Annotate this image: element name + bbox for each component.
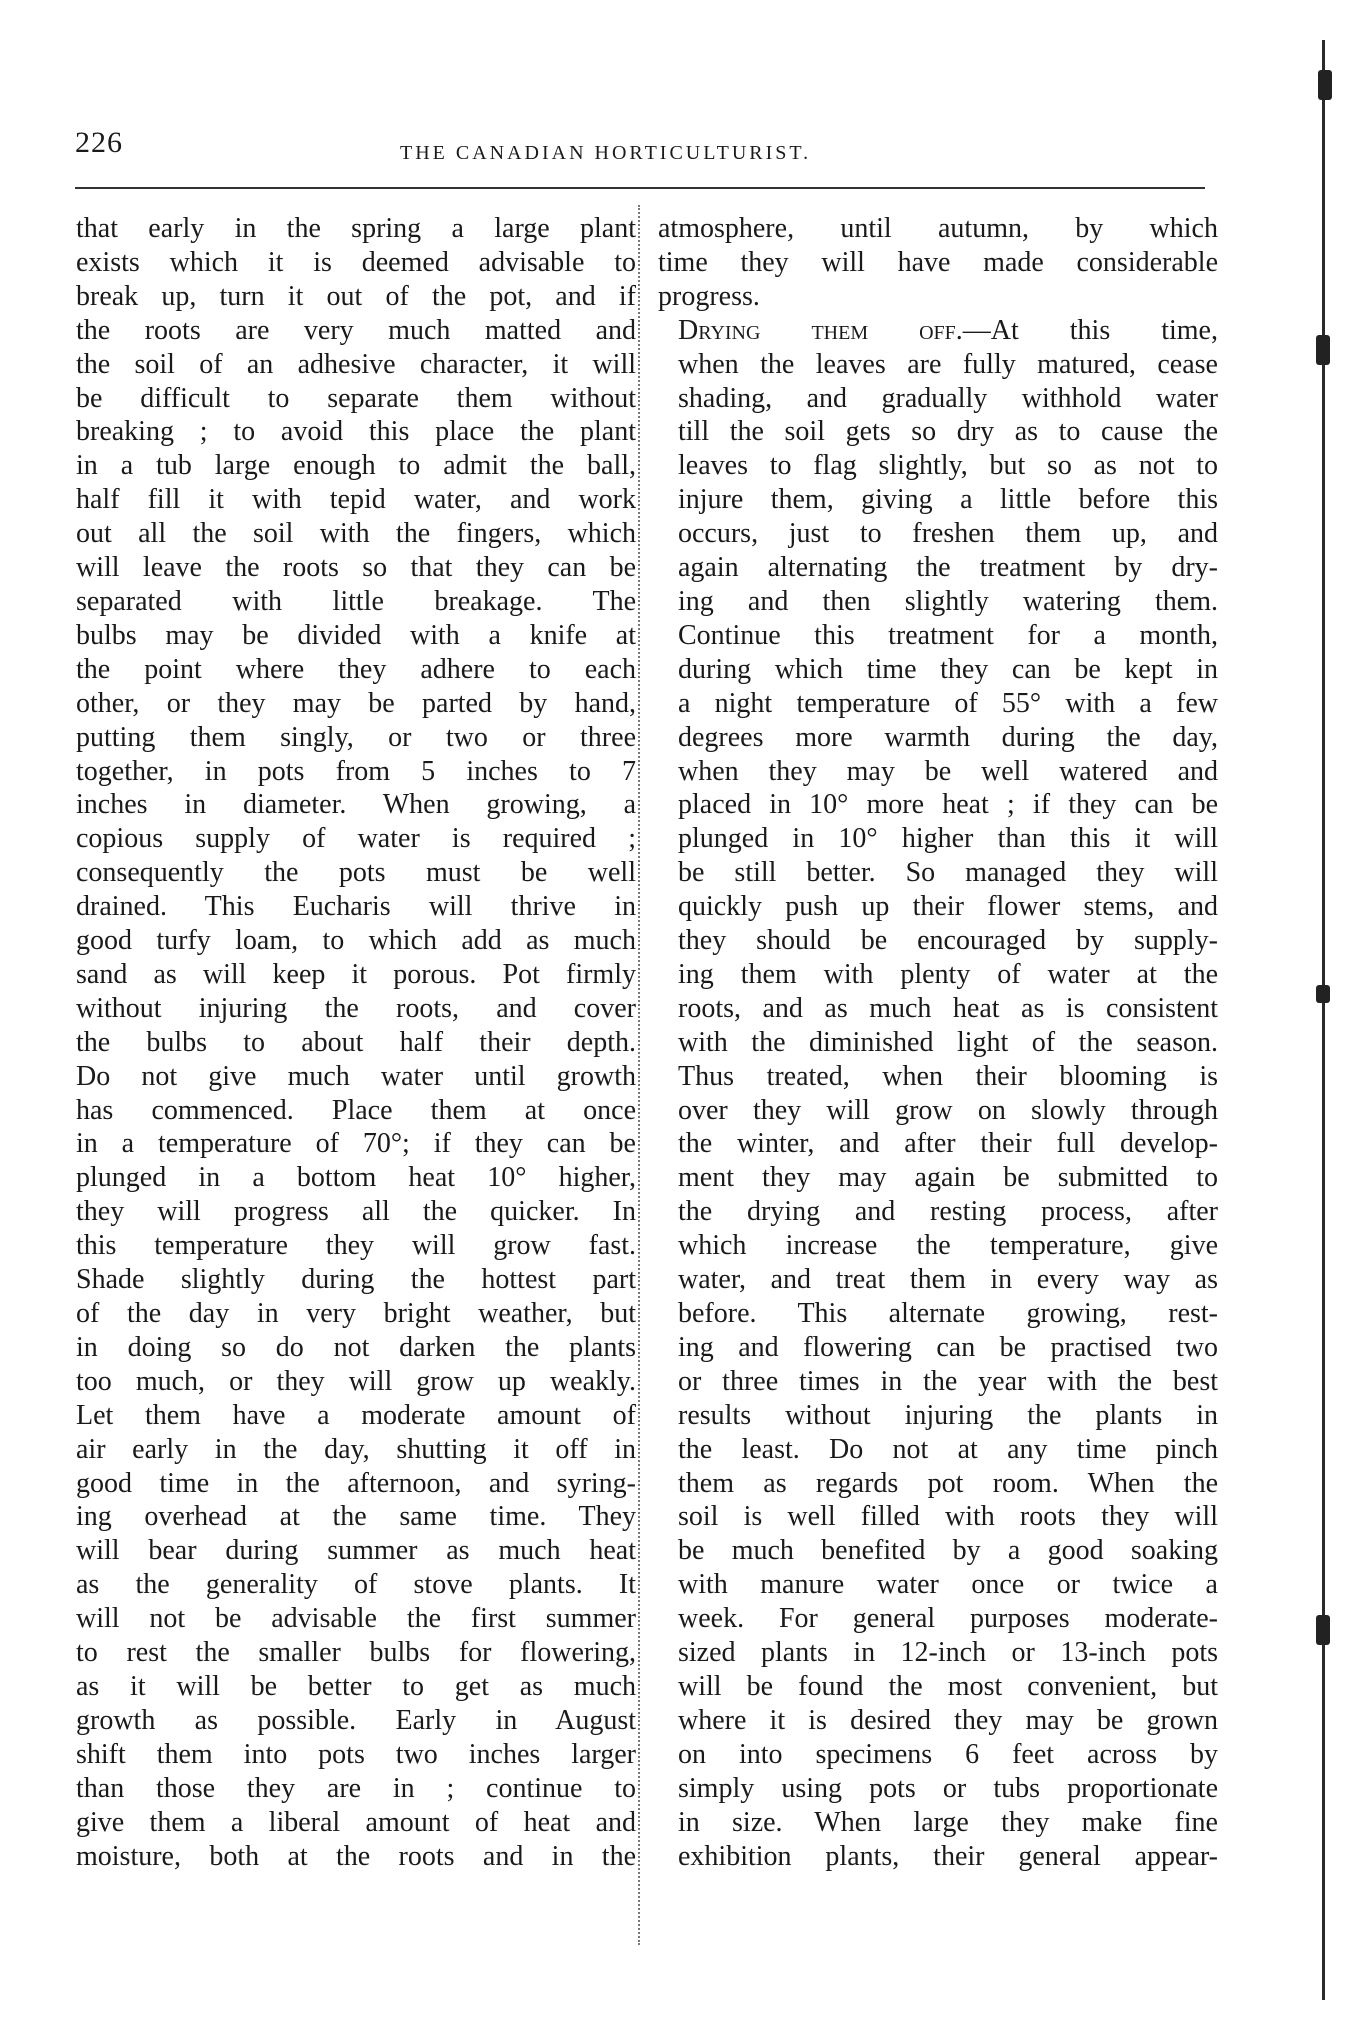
text-line: ing and flowering can be practised two	[678, 1331, 1218, 1363]
text-line: degrees more warmth during the day,	[678, 721, 1218, 753]
text-line: Continue this treatment for a month,	[678, 619, 1218, 651]
text-line: them as regards pot room. When the	[678, 1467, 1218, 1499]
text-line: with the diminished light of the season.	[678, 1026, 1218, 1058]
text-line: time they will have made considerable	[658, 246, 1218, 278]
text-line: which increase the temperature, give	[678, 1230, 1218, 1262]
text-line: injure them, giving a little before this	[678, 484, 1218, 516]
text-line: inches in diameter. When growing, a	[76, 789, 636, 821]
text-line: will not be advisable the first summer	[76, 1603, 636, 1635]
text-line: exhibition plants, their general appear-	[678, 1840, 1218, 1872]
page-number: 226	[75, 126, 123, 159]
text-line: progress.	[658, 280, 760, 312]
text-line: results without injuring the plants in	[678, 1399, 1218, 1431]
text-line: sized plants in 12-inch or 13-inch pots	[678, 1637, 1218, 1669]
text-line: the soil of an adhesive character, it will	[76, 348, 636, 380]
text-line: as it will be better to get as much	[76, 1670, 636, 1702]
text-line: they will progress all the quicker. In	[76, 1196, 636, 1228]
text-line: quickly push up their flower stems, and	[678, 891, 1218, 923]
header-rule	[75, 187, 1205, 189]
section-heading: Drying them off.	[678, 314, 963, 346]
text-line: where it is desired they may be grown	[678, 1704, 1218, 1736]
text-line: in doing so do not darken the plants	[76, 1331, 636, 1363]
text-line: too much, or they will grow up weakly.	[76, 1365, 636, 1397]
text-line: will be found the most convenient, but	[678, 1670, 1218, 1702]
text-line: when they may be well watered and	[678, 755, 1218, 787]
text-line: shift them into pots two inches larger	[76, 1738, 636, 1770]
right-column	[658, 212, 1218, 1873]
text-line: in a tub large enough to admit the ball,	[76, 450, 636, 482]
right-paragraph-2	[658, 314, 1218, 1874]
text-line: will bear during summer as much heat	[76, 1535, 636, 1567]
text-line: this temperature they will grow fast.	[76, 1230, 636, 1262]
text-line: copious supply of water is required ;	[76, 823, 636, 855]
text-line: before. This alternate growing, rest-	[678, 1298, 1218, 1329]
text-line: ing overhead at the same time. They	[76, 1501, 636, 1533]
text-line: of the day in very bright weather, but	[76, 1298, 636, 1329]
left-column	[76, 212, 636, 1873]
text-line: ing and then slightly watering them.	[678, 585, 1218, 617]
text-line: be difficult to separate them without	[76, 382, 636, 414]
text-line: to rest the smaller bulbs for flowering,	[76, 1637, 636, 1669]
text-line: during which time they can be kept in	[678, 653, 1218, 685]
text-line: placed in 10° more heat ; if they can be	[678, 789, 1218, 821]
text-line: with manure water once or twice a	[678, 1569, 1218, 1601]
text-line: soil is well filled with roots they will	[678, 1501, 1218, 1533]
text-line: good time in the afternoon, and syring-	[76, 1467, 636, 1499]
text-line	[658, 314, 1218, 348]
text-line: break up, turn it out of the pot, and if	[76, 280, 636, 312]
text-line: plunged in a bottom heat 10° higher,	[76, 1162, 636, 1194]
text-line: exists which it is deemed advisable to	[76, 246, 636, 278]
text-line: the point where they adhere to each	[76, 653, 636, 685]
text-line: as the generality of stove plants. It	[76, 1569, 636, 1601]
text-line: a night temperature of 55° with a few	[678, 687, 1218, 719]
text-line: Let them have a moderate amount of	[76, 1399, 636, 1431]
text-line: without injuring the roots, and cover	[76, 992, 636, 1024]
text-line: good turfy loam, to which add as much	[76, 925, 636, 957]
text-line: occurs, just to freshen them up, and	[678, 518, 1218, 550]
page-edge-rule	[1322, 40, 1325, 2000]
left-paragraph	[76, 212, 636, 1873]
text-line: shading, and gradually withhold water	[678, 382, 1218, 414]
text-line: moisture, both at the roots and in the	[76, 1840, 636, 1872]
text-line: or three times in the year with the best	[678, 1365, 1218, 1397]
column-divider	[638, 205, 640, 1945]
text-line: when the leaves are fully matured, cease	[678, 348, 1218, 380]
right-paragraph-1	[658, 212, 1218, 314]
text-line: out all the soil with the fingers, which	[76, 518, 636, 550]
text-line: plunged in 10° higher than this it will	[678, 823, 1218, 855]
edge-mark	[1318, 70, 1332, 100]
edge-mark	[1316, 1615, 1330, 1645]
text-line: Thus treated, when their blooming is	[678, 1060, 1218, 1092]
text-line: drained. This Eucharis will thrive in	[76, 891, 636, 923]
text-line: air early in the day, shutting it off in	[76, 1433, 636, 1465]
text-line: water, and treat them in every way as	[678, 1264, 1218, 1296]
text-line: over they will grow on slowly through	[678, 1094, 1218, 1126]
text-line: leaves to flag slightly, but so as not to	[678, 450, 1218, 482]
heading-continuation: —At this time,	[962, 314, 1218, 346]
text-line: till the soil gets so dry as to cause the	[678, 416, 1218, 448]
text-line: the winter, and after their full develop-	[678, 1128, 1218, 1160]
text-line: again alternating the treatment by dry-	[678, 552, 1218, 584]
text-line: ment they may again be submitted to	[678, 1162, 1218, 1194]
text-line: will leave the roots so that they can be	[76, 552, 636, 584]
text-line: consequently the pots must be well	[76, 857, 636, 889]
text-line: give them a liberal amount of heat and	[76, 1806, 636, 1838]
text-line: Do not give much water until growth	[76, 1060, 636, 1092]
running-title: THE CANADIAN HORTICULTURIST.	[400, 142, 812, 164]
text-line: on into specimens 6 feet across by	[678, 1738, 1218, 1770]
text-line: in a temperature of 70°; if they can be	[76, 1128, 636, 1160]
text-line: half fill it with tepid water, and work	[76, 484, 636, 516]
edge-mark	[1316, 335, 1330, 365]
text-line: Shade slightly during the hottest part	[76, 1264, 636, 1296]
text-line: other, or they may be parted by hand,	[76, 687, 636, 719]
text-line: the roots are very much matted and	[76, 314, 636, 346]
text-line: that early in the spring a large plant	[76, 213, 636, 244]
text-line: the least. Do not at any time pinch	[678, 1433, 1218, 1465]
text-line: they should be encouraged by supply-	[678, 925, 1218, 957]
text-line: roots, and as much heat as is consistent	[678, 992, 1218, 1024]
text-line: breaking ; to avoid this place the plant	[76, 416, 636, 448]
text-line: be still better. So managed they will	[678, 857, 1218, 889]
text-line: simply using pots or tubs proportionate	[678, 1772, 1218, 1804]
text-line: growth as possible. Early in August	[76, 1704, 636, 1736]
text-line: week. For general purposes moderate-	[678, 1603, 1218, 1635]
text-line: ing them with plenty of water at the	[678, 958, 1218, 990]
text-line: bulbs may be divided with a knife at	[76, 619, 636, 651]
text-line: the bulbs to about half their depth.	[76, 1026, 636, 1058]
text-line: the drying and resting process, after	[678, 1196, 1218, 1228]
text-line: be much benefited by a good soaking	[678, 1535, 1218, 1567]
text-line: putting them singly, or two or three	[76, 721, 636, 753]
text-line: sand as will keep it porous. Pot firmly	[76, 958, 636, 990]
edge-mark	[1316, 985, 1330, 1003]
text-line: atmosphere, until autumn, by which	[658, 213, 1218, 244]
text-line: in size. When large they make fine	[678, 1806, 1218, 1838]
text-line: has commenced. Place them at once	[76, 1094, 636, 1126]
text-line: together, in pots from 5 inches to 7	[76, 755, 636, 787]
text-line: separated with little breakage. The	[76, 585, 636, 617]
text-line: than those they are in ; continue to	[76, 1772, 636, 1804]
